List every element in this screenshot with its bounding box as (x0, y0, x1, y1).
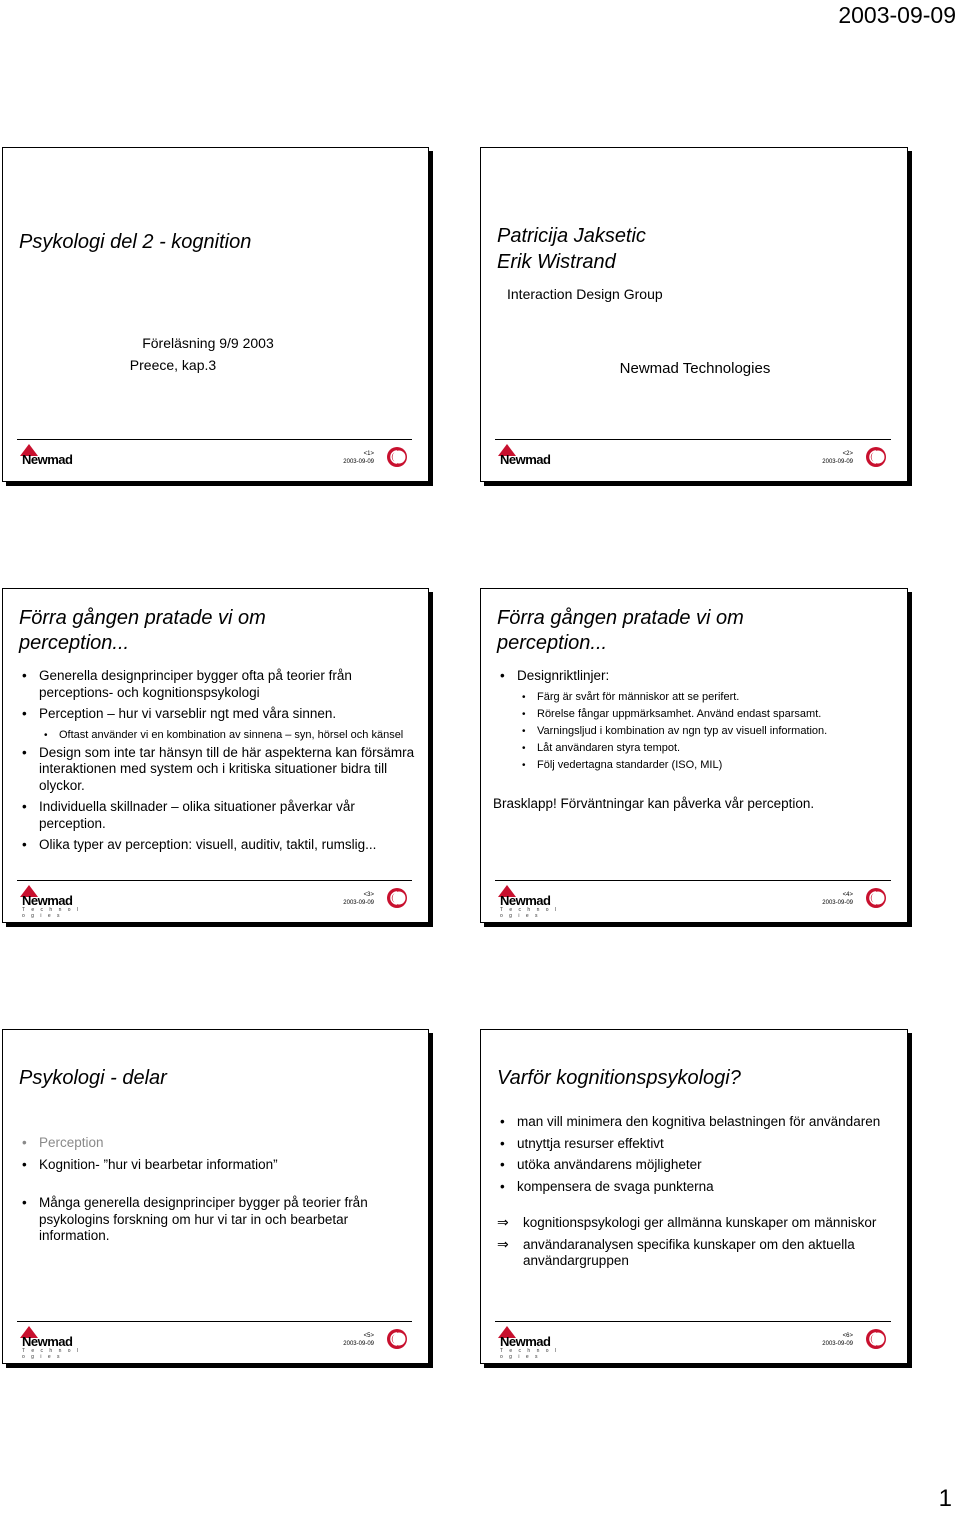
list-item: • Design som inte tar hänsyn till de här aspekterna kan försämra interaktionen med system och i kritiska situationer bidra till olyckor. (19, 745, 416, 795)
list-item: • Individuella skillnader – olika situationer påverkar vår perception. (19, 799, 416, 832)
slide-number: <4> (842, 892, 853, 898)
conclusion-item: ⇒ användaranalysen specifika kunskaper om den aktuella användargruppen (497, 1237, 895, 1270)
footer-rule (17, 1321, 412, 1322)
logo-name: Newmad (22, 893, 73, 908)
slide-title: Varför kognitionspsykologi? (497, 1067, 741, 1089)
list-item: • Perception – hur vi varseblir ngt med våra sinnen. (19, 706, 416, 723)
bullet-list (497, 1114, 895, 1275)
newmad-logo (17, 444, 87, 472)
slide-title-line1: Förra gången pratade vi om (497, 607, 744, 629)
logo-name: Newmad (500, 893, 551, 908)
slide-date: 2003-09-09 (822, 1341, 853, 1347)
newmad-logo (495, 885, 565, 919)
sub-list-item: • Oftast använder vi en kombination av sinnena – syn, hörsel och känsel (19, 728, 416, 743)
slide-number: <5> (363, 1333, 374, 1339)
logo-tagline: T e c h n o l o g i e s (500, 1348, 559, 1360)
corner-logo-icon (865, 446, 887, 468)
slide-date: 2003-09-09 (343, 459, 374, 465)
slide-number: <1> (363, 451, 374, 457)
logo-tagline: T e c h n o l o g i e s (22, 907, 81, 919)
slide-date: 2003-09-09 (343, 1341, 374, 1347)
sub-list-item: • Rörelse fångar uppmärksamhet. Använd endast sparsamt. (497, 707, 895, 722)
bullet-list (19, 1135, 416, 1250)
list-item: • utnyttja resurser effektivt (497, 1136, 895, 1153)
logo-tagline: T e c h n o l o g i e s (500, 907, 559, 919)
sub-list-item: • Varningsljud i kombination av ngn typ av visuell information. (497, 724, 895, 739)
sub-list-item: • Följ vedertagna standarder (ISO, MIL) (497, 758, 895, 773)
corner-logo-icon (386, 446, 408, 468)
list-item: • man vill minimera den kognitiva belastningen för användaren (497, 1114, 895, 1131)
newmad-logo (17, 1326, 87, 1360)
slide-title-line1: Förra gången pratade vi om (19, 607, 266, 629)
footer-rule (495, 439, 891, 440)
list-item: • kompensera de svaga punkterna (497, 1179, 895, 1196)
corner-logo-icon (865, 887, 887, 909)
corner-logo-icon (386, 887, 408, 909)
corner-logo-icon (865, 1328, 887, 1350)
logo-name: Newmad (500, 1334, 551, 1349)
newmad-logo (495, 444, 565, 472)
slide-title-line2: perception... (19, 632, 130, 654)
newmad-logo (495, 1326, 565, 1360)
group-name: Interaction Design Group (507, 286, 663, 302)
corner-logo-icon (386, 1328, 408, 1350)
company-name: Newmad Technologies (619, 360, 771, 377)
slide-5 (2, 1029, 429, 1364)
list-item: • Många generella designprinciper bygger på teorier från psykologins forskning om hur vi tar in och bearbetar information. (19, 1195, 416, 1245)
slide-date: 2003-09-09 (822, 459, 853, 465)
newmad-logo (17, 885, 87, 919)
author-2: Erik Wistrand (497, 251, 616, 273)
logo-tagline: T e c h n o l o g i e s (22, 1348, 81, 1360)
slide-title: Psykologi del 2 - kognition (19, 231, 252, 253)
bullet-list (497, 668, 895, 775)
lecture-date: Föreläsning 9/9 2003 (142, 335, 274, 351)
logo-name: Newmad (22, 452, 73, 467)
slide-6 (480, 1029, 908, 1364)
logo-name: Newmad (22, 1334, 73, 1349)
list-item: • Perception (19, 1135, 416, 1152)
list-item: • Olika typer av perception: visuell, auditiv, taktil, rumslig... (19, 837, 416, 854)
author-1: Patricija Jaksetic (497, 225, 646, 247)
bullet-list (19, 668, 416, 859)
list-item: • utöka användarens möjligheter (497, 1157, 895, 1174)
slide-number: <6> (842, 1333, 853, 1339)
slide-number: <3> (363, 892, 374, 898)
footer-rule (495, 1321, 891, 1322)
page-date: 2003-09-09 (838, 2, 956, 28)
brasklapp-note: Brasklapp! Förväntningar kan påverka vår perception. (493, 796, 815, 811)
page-number: 1 (938, 1485, 952, 1512)
slide-title-line2: perception... (497, 632, 608, 654)
slide-title: Psykologi - delar (19, 1067, 167, 1089)
footer-rule (495, 880, 891, 881)
footer-rule (17, 880, 412, 881)
reading-ref: Preece, kap.3 (129, 357, 217, 373)
sub-list-item: • Låt användaren styra tempot. (497, 741, 895, 756)
list-heading: • Designriktlinjer: (497, 668, 895, 685)
list-item: • Generella designprinciper bygger ofta på teorier från perceptions- och kognitionspsykologi (19, 668, 416, 701)
footer-rule (17, 439, 412, 440)
list-item: • Kognition- ”hur vi bearbetar information” (19, 1157, 416, 1174)
sub-list-item: • Färg är svårt för människor att se perifert. (497, 690, 895, 705)
slide-2 (480, 147, 908, 482)
slide-3 (2, 588, 429, 923)
slide-date: 2003-09-09 (343, 900, 374, 906)
conclusion-item: ⇒ kognitionspsykologi ger allmänna kunskaper om människor (497, 1215, 895, 1232)
slide-1 (2, 147, 429, 482)
slide-date: 2003-09-09 (822, 900, 853, 906)
logo-name: Newmad (500, 452, 551, 467)
slide-number: <2> (842, 451, 853, 457)
slide-4 (480, 588, 908, 923)
